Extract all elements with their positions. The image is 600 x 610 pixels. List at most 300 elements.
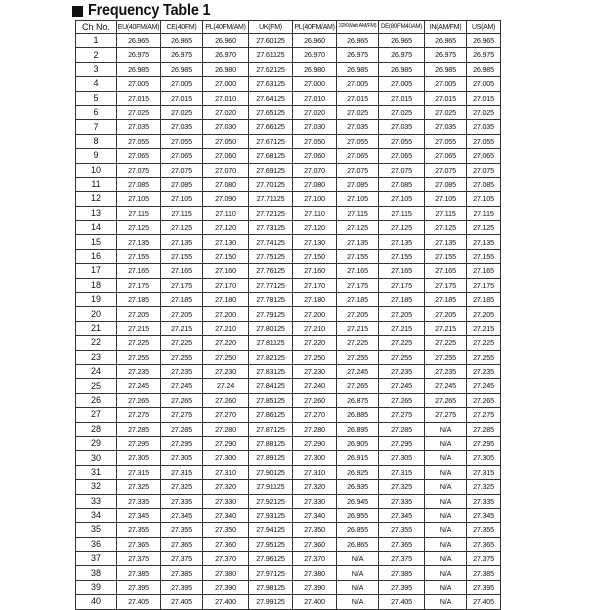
frequency-cell: 27.175 — [161, 278, 203, 292]
title-text: Frequency Table 1 — [88, 2, 211, 19]
frequency-cell: 27.325 — [379, 480, 425, 494]
frequency-cell: 26.915 — [337, 451, 379, 465]
channel-number-cell: 35 — [76, 523, 117, 537]
frequency-cell: 27.085 — [337, 177, 379, 191]
frequency-cell: 27.295 — [379, 436, 425, 450]
channel-number-cell: 39 — [76, 580, 117, 594]
frequency-cell: 27.085 — [117, 177, 161, 191]
frequency-cell: 27.80125 — [249, 321, 293, 335]
frequency-cell: 27.64125 — [249, 91, 293, 105]
frequency-cell: N/A — [425, 523, 467, 537]
frequency-cell: 27.240 — [293, 379, 337, 393]
frequency-cell: N/A — [425, 566, 467, 580]
frequency-cell: 27.035 — [117, 120, 161, 134]
frequency-cell: 27.000 — [203, 77, 249, 91]
frequency-cell: 27.275 — [117, 408, 161, 422]
table-row — [76, 34, 501, 48]
frequency-cell: 27.93125 — [249, 508, 293, 522]
frequency-cell: 27.055 — [337, 134, 379, 148]
channel-number-cell: 1 — [76, 34, 117, 48]
frequency-cell: 27.83125 — [249, 364, 293, 378]
frequency-cell: 27.310 — [203, 465, 249, 479]
frequency-cell: 27.81125 — [249, 336, 293, 350]
frequency-cell: 26.965 — [425, 34, 467, 48]
frequency-cell: 26.965 — [467, 34, 501, 48]
frequency-cell: 27.155 — [379, 249, 425, 263]
frequency-cell: 27.235 — [467, 364, 501, 378]
frequency-cell: 27.060 — [293, 149, 337, 163]
channel-number-cell: 27 — [76, 408, 117, 422]
frequency-cell: 27.185 — [467, 293, 501, 307]
frequency-cell: 26.975 — [425, 48, 467, 62]
frequency-cell: 27.76125 — [249, 264, 293, 278]
table-row — [76, 436, 501, 450]
table-row — [76, 48, 501, 62]
frequency-cell: 27.220 — [203, 336, 249, 350]
frequency-cell: 27.73125 — [249, 221, 293, 235]
frequency-cell: N/A — [337, 580, 379, 594]
channel-number-cell: 21 — [76, 321, 117, 335]
table-row — [76, 249, 501, 263]
frequency-cell: 27.255 — [379, 350, 425, 364]
frequency-cell: 27.68125 — [249, 149, 293, 163]
channel-number-cell: 37 — [76, 552, 117, 566]
frequency-cell: 27.135 — [467, 235, 501, 249]
frequency-cell: 27.125 — [425, 221, 467, 235]
frequency-cell: 27.180 — [293, 293, 337, 307]
frequency-cell: 27.405 — [117, 595, 161, 609]
frequency-cell: N/A — [425, 480, 467, 494]
frequency-cell: 27.035 — [467, 120, 501, 134]
frequency-cell: 27.165 — [425, 264, 467, 278]
frequency-cell: 27.340 — [203, 508, 249, 522]
frequency-cell: 27.150 — [293, 249, 337, 263]
frequency-cell: N/A — [425, 451, 467, 465]
frequency-cell: 27.400 — [203, 595, 249, 609]
frequency-cell: 27.385 — [161, 566, 203, 580]
frequency-cell: 27.370 — [203, 552, 249, 566]
channel-number-cell: 5 — [76, 91, 117, 105]
frequency-cell: 26.960 — [293, 34, 337, 48]
frequency-cell: 27.105 — [379, 192, 425, 206]
frequency-cell: 26.970 — [293, 48, 337, 62]
frequency-cell: 27.255 — [425, 350, 467, 364]
frequency-cell: 27.180 — [203, 293, 249, 307]
frequency-cell: 27.275 — [161, 408, 203, 422]
frequency-cell: 26.895 — [337, 422, 379, 436]
frequency-cell: 27.205 — [117, 307, 161, 321]
frequency-cell: N/A — [425, 580, 467, 594]
frequency-cell: 27.115 — [337, 206, 379, 220]
frequency-cell: 27.245 — [425, 379, 467, 393]
frequency-cell: 27.96125 — [249, 552, 293, 566]
frequency-cell: 27.365 — [117, 537, 161, 551]
frequency-cell: 27.380 — [203, 566, 249, 580]
frequency-cell: 27.290 — [293, 436, 337, 450]
frequency-cell: 27.075 — [117, 163, 161, 177]
channel-number-cell: 33 — [76, 494, 117, 508]
frequency-cell: 27.255 — [467, 350, 501, 364]
column-header: PL(40FM/AM) — [293, 21, 337, 34]
frequency-cell: 27.255 — [337, 350, 379, 364]
frequency-cell: 27.015 — [117, 91, 161, 105]
frequency-cell: 27.205 — [379, 307, 425, 321]
frequency-cell: 27.92125 — [249, 494, 293, 508]
frequency-cell: 27.400 — [293, 595, 337, 609]
frequency-cell: 27.330 — [293, 494, 337, 508]
frequency-cell: 27.215 — [467, 321, 501, 335]
frequency-cell: 27.035 — [161, 120, 203, 134]
frequency-cell: 27.005 — [117, 77, 161, 91]
frequency-cell: 27.135 — [117, 235, 161, 249]
frequency-cell: 27.085 — [425, 177, 467, 191]
frequency-cell: 26.965 — [161, 34, 203, 48]
channel-number-cell: 34 — [76, 508, 117, 522]
frequency-cell: 27.235 — [379, 364, 425, 378]
frequency-cell: 27.085 — [161, 177, 203, 191]
frequency-cell: 27.355 — [117, 523, 161, 537]
frequency-cell: 27.275 — [425, 408, 467, 422]
frequency-cell: 27.025 — [379, 105, 425, 119]
frequency-cell: 27.005 — [425, 77, 467, 91]
frequency-cell: 27.91125 — [249, 480, 293, 494]
frequency-cell: 27.015 — [161, 91, 203, 105]
frequency-cell: N/A — [425, 508, 467, 522]
frequency-cell: 26.985 — [337, 62, 379, 76]
frequency-cell: 27.320 — [203, 480, 249, 494]
frequency-cell: 27.265 — [337, 379, 379, 393]
frequency-cell: 27.82125 — [249, 350, 293, 364]
frequency-cell: 27.285 — [161, 422, 203, 436]
table-row — [76, 192, 501, 206]
frequency-cell: 27.210 — [203, 321, 249, 335]
frequency-cell: 26.945 — [337, 494, 379, 508]
frequency-cell: 27.265 — [379, 393, 425, 407]
table-row — [76, 264, 501, 278]
channel-number-cell: 12 — [76, 192, 117, 206]
frequency-cell: 27.005 — [467, 77, 501, 91]
table-row — [76, 364, 501, 378]
frequency-cell: 27.94125 — [249, 523, 293, 537]
frequency-cell: 27.115 — [161, 206, 203, 220]
frequency-cell: 27.335 — [161, 494, 203, 508]
frequency-cell: 27.390 — [293, 580, 337, 594]
frequency-cell: 27.285 — [467, 422, 501, 436]
frequency-cell: 27.215 — [379, 321, 425, 335]
frequency-cell: 27.185 — [337, 293, 379, 307]
frequency-cell: 27.125 — [117, 221, 161, 235]
frequency-cell: 27.270 — [293, 408, 337, 422]
frequency-cell: 27.395 — [161, 580, 203, 594]
frequency-cell: 27.90125 — [249, 465, 293, 479]
frequency-cell: 27.225 — [467, 336, 501, 350]
frequency-cell: N/A — [425, 436, 467, 450]
channel-number-cell: 4 — [76, 77, 117, 91]
frequency-cell: 27.260 — [293, 393, 337, 407]
frequency-cell: 27.025 — [425, 105, 467, 119]
channel-number-cell: 25 — [76, 379, 117, 393]
frequency-cell: 27.000 — [293, 77, 337, 91]
frequency-cell: 27.185 — [117, 293, 161, 307]
table-row — [76, 480, 501, 494]
frequency-cell: 27.105 — [337, 192, 379, 206]
frequency-cell: 27.025 — [467, 105, 501, 119]
frequency-cell: 27.72125 — [249, 206, 293, 220]
table-header-row — [76, 21, 501, 34]
frequency-cell: 27.170 — [203, 278, 249, 292]
column-header: IN(AM/FM) — [425, 21, 467, 34]
frequency-cell: 27.87125 — [249, 422, 293, 436]
frequency-cell: 27.025 — [117, 105, 161, 119]
frequency-cell: 26.960 — [203, 34, 249, 48]
frequency-cell: 27.155 — [425, 249, 467, 263]
channel-number-cell: 31 — [76, 465, 117, 479]
frequency-cell: 27.175 — [117, 278, 161, 292]
frequency-cell: 27.115 — [117, 206, 161, 220]
channel-number-cell: 38 — [76, 566, 117, 580]
frequency-cell: 27.165 — [379, 264, 425, 278]
frequency-cell: N/A — [425, 494, 467, 508]
frequency-cell: 27.65125 — [249, 105, 293, 119]
frequency-cell: 27.065 — [425, 149, 467, 163]
frequency-cell: 27.370 — [293, 552, 337, 566]
frequency-cell: 27.135 — [337, 235, 379, 249]
table-row — [76, 177, 501, 191]
frequency-cell: 27.215 — [425, 321, 467, 335]
frequency-cell: 27.71125 — [249, 192, 293, 206]
column-header: Ch No. — [76, 21, 117, 34]
frequency-cell: 27.100 — [293, 192, 337, 206]
frequency-cell: 27.345 — [379, 508, 425, 522]
channel-number-cell: 11 — [76, 177, 117, 191]
frequency-cell: 27.135 — [425, 235, 467, 249]
frequency-cell: N/A — [425, 537, 467, 551]
frequency-cell: 27.340 — [293, 508, 337, 522]
frequency-cell: 27.055 — [467, 134, 501, 148]
frequency-cell: 27.335 — [467, 494, 501, 508]
frequency-cell: 27.010 — [293, 91, 337, 105]
table-row — [76, 293, 501, 307]
frequency-cell: 27.95125 — [249, 537, 293, 551]
frequency-cell: 27.245 — [337, 364, 379, 378]
frequency-cell: 27.115 — [467, 206, 501, 220]
table-row — [76, 508, 501, 522]
table-row — [76, 422, 501, 436]
frequency-cell: 27.205 — [467, 307, 501, 321]
frequency-cell: 27.78125 — [249, 293, 293, 307]
channel-number-cell: 15 — [76, 235, 117, 249]
table-row — [76, 566, 501, 580]
frequency-cell: 27.075 — [467, 163, 501, 177]
frequency-cell: 27.065 — [161, 149, 203, 163]
frequency-cell: 27.115 — [425, 206, 467, 220]
frequency-cell: 27.380 — [293, 566, 337, 580]
frequency-cell: 27.200 — [293, 307, 337, 321]
frequency-cell: 27.63125 — [249, 77, 293, 91]
frequency-cell: 27.055 — [379, 134, 425, 148]
table-row — [76, 149, 501, 163]
frequency-cell: 26.875 — [337, 393, 379, 407]
frequency-cell: 27.260 — [203, 393, 249, 407]
frequency-cell: 27.125 — [161, 221, 203, 235]
frequency-cell: 27.390 — [203, 580, 249, 594]
frequency-cell: 27.135 — [161, 235, 203, 249]
frequency-cell: 27.265 — [425, 393, 467, 407]
frequency-cell: 27.075 — [425, 163, 467, 177]
frequency-cell: 26.985 — [467, 62, 501, 76]
frequency-cell: 27.335 — [379, 494, 425, 508]
frequency-cell: 27.88125 — [249, 436, 293, 450]
frequency-cell: 27.355 — [467, 523, 501, 537]
frequency-cell: 27.055 — [425, 134, 467, 148]
frequency-cell: 27.85125 — [249, 393, 293, 407]
channel-number-cell: 40 — [76, 595, 117, 609]
frequency-cell: 27.025 — [161, 105, 203, 119]
frequency-cell: 27.405 — [379, 595, 425, 609]
frequency-cell: 27.75125 — [249, 249, 293, 263]
frequency-cell: 27.010 — [203, 91, 249, 105]
channel-number-cell: 32 — [76, 480, 117, 494]
frequency-cell: 26.985 — [379, 62, 425, 76]
frequency-cell: 27.005 — [161, 77, 203, 91]
square-bullet-icon — [72, 6, 83, 17]
frequency-cell: 27.385 — [379, 566, 425, 580]
frequency-cell: 27.120 — [203, 221, 249, 235]
frequency-cell: 27.225 — [425, 336, 467, 350]
frequency-cell: 27.325 — [161, 480, 203, 494]
channel-number-cell: 17 — [76, 264, 117, 278]
frequency-cell: 27.165 — [117, 264, 161, 278]
channel-number-cell: 20 — [76, 307, 117, 321]
frequency-cell: 27.030 — [203, 120, 249, 134]
frequency-cell: 26.975 — [467, 48, 501, 62]
frequency-cell: 27.165 — [337, 264, 379, 278]
frequency-cell: 27.150 — [203, 249, 249, 263]
frequency-cell: 27.300 — [203, 451, 249, 465]
table-row — [76, 163, 501, 177]
frequency-cell: 27.020 — [203, 105, 249, 119]
frequency-cell: 27.175 — [467, 278, 501, 292]
frequency-cell: 27.105 — [161, 192, 203, 206]
frequency-cell: 27.080 — [293, 177, 337, 191]
frequency-cell: 27.360 — [203, 537, 249, 551]
frequency-cell: 27.285 — [117, 422, 161, 436]
table-row — [76, 321, 501, 335]
frequency-cell: 27.130 — [293, 235, 337, 249]
column-header: UK(FM) — [249, 21, 293, 34]
frequency-cell: 27.015 — [337, 91, 379, 105]
frequency-cell: 27.365 — [467, 537, 501, 551]
frequency-cell: 27.125 — [379, 221, 425, 235]
table-row — [76, 221, 501, 235]
frequency-cell: 27.255 — [161, 350, 203, 364]
channel-number-cell: 10 — [76, 163, 117, 177]
frequency-cell: 27.395 — [467, 580, 501, 594]
frequency-cell: 27.60125 — [249, 34, 293, 48]
frequency-cell: 26.985 — [161, 62, 203, 76]
frequency-cell: 27.89125 — [249, 451, 293, 465]
frequency-cell: 27.085 — [379, 177, 425, 191]
frequency-cell: 27.295 — [161, 436, 203, 450]
frequency-cell: 26.955 — [337, 508, 379, 522]
frequency-cell: 27.035 — [425, 120, 467, 134]
frequency-cell: 27.330 — [203, 494, 249, 508]
frequency-cell: 27.065 — [337, 149, 379, 163]
frequency-cell: 27.235 — [161, 364, 203, 378]
table-row — [76, 307, 501, 321]
frequency-cell: 27.77125 — [249, 278, 293, 292]
frequency-cell: 27.105 — [425, 192, 467, 206]
frequency-cell: 26.970 — [203, 48, 249, 62]
frequency-cell: 27.210 — [293, 321, 337, 335]
frequency-cell: 27.86125 — [249, 408, 293, 422]
frequency-cell: 27.205 — [337, 307, 379, 321]
frequency-cell: 27.075 — [161, 163, 203, 177]
frequency-cell: 27.24 — [203, 379, 249, 393]
frequency-cell: N/A — [425, 422, 467, 436]
channel-number-cell: 30 — [76, 451, 117, 465]
frequency-cell: 27.055 — [161, 134, 203, 148]
frequency-cell: 27.315 — [117, 465, 161, 479]
frequency-cell: 27.105 — [467, 192, 501, 206]
frequency-cell: 27.360 — [293, 537, 337, 551]
frequency-cell: 27.70125 — [249, 177, 293, 191]
frequency-cell: 27.215 — [337, 321, 379, 335]
frequency-cell: 26.980 — [203, 62, 249, 76]
frequency-cell: 27.225 — [117, 336, 161, 350]
table-row — [76, 580, 501, 594]
table-row — [76, 62, 501, 76]
frequency-cell: 26.965 — [117, 34, 161, 48]
column-header: US(AM) — [467, 21, 501, 34]
table-row — [76, 451, 501, 465]
frequency-cell: 27.265 — [161, 393, 203, 407]
frequency-cell: 27.235 — [425, 364, 467, 378]
channel-number-cell: 3 — [76, 62, 117, 76]
frequency-cell: N/A — [337, 552, 379, 566]
frequency-cell: 27.295 — [117, 436, 161, 450]
frequency-cell: 27.235 — [117, 364, 161, 378]
frequency-cell: 27.305 — [161, 451, 203, 465]
frequency-cell: 27.290 — [203, 436, 249, 450]
frequency-cell: 27.215 — [117, 321, 161, 335]
frequency-cell: 27.155 — [337, 249, 379, 263]
frequency-cell: N/A — [337, 566, 379, 580]
frequency-cell: 27.115 — [379, 206, 425, 220]
frequency-cell: 27.79125 — [249, 307, 293, 321]
frequency-cell: 27.265 — [117, 393, 161, 407]
frequency-cell: 27.220 — [293, 336, 337, 350]
table-row — [76, 134, 501, 148]
frequency-cell: 27.69125 — [249, 163, 293, 177]
frequency-cell: 27.075 — [379, 163, 425, 177]
table-row — [76, 408, 501, 422]
frequency-cell: 27.405 — [161, 595, 203, 609]
frequency-cell: 27.365 — [379, 537, 425, 551]
channel-number-cell: 7 — [76, 120, 117, 134]
frequency-cell: 27.120 — [293, 221, 337, 235]
channel-number-cell: 14 — [76, 221, 117, 235]
frequency-cell: 27.385 — [467, 566, 501, 580]
frequency-cell: 27.170 — [293, 278, 337, 292]
frequency-cell: 27.065 — [467, 149, 501, 163]
frequency-cell: 27.320 — [293, 480, 337, 494]
frequency-cell: 27.350 — [203, 523, 249, 537]
frequency-cell: 27.175 — [425, 278, 467, 292]
frequency-cell: 27.62125 — [249, 62, 293, 76]
frequency-cell: 26.925 — [337, 465, 379, 479]
frequency-cell: 27.98125 — [249, 580, 293, 594]
